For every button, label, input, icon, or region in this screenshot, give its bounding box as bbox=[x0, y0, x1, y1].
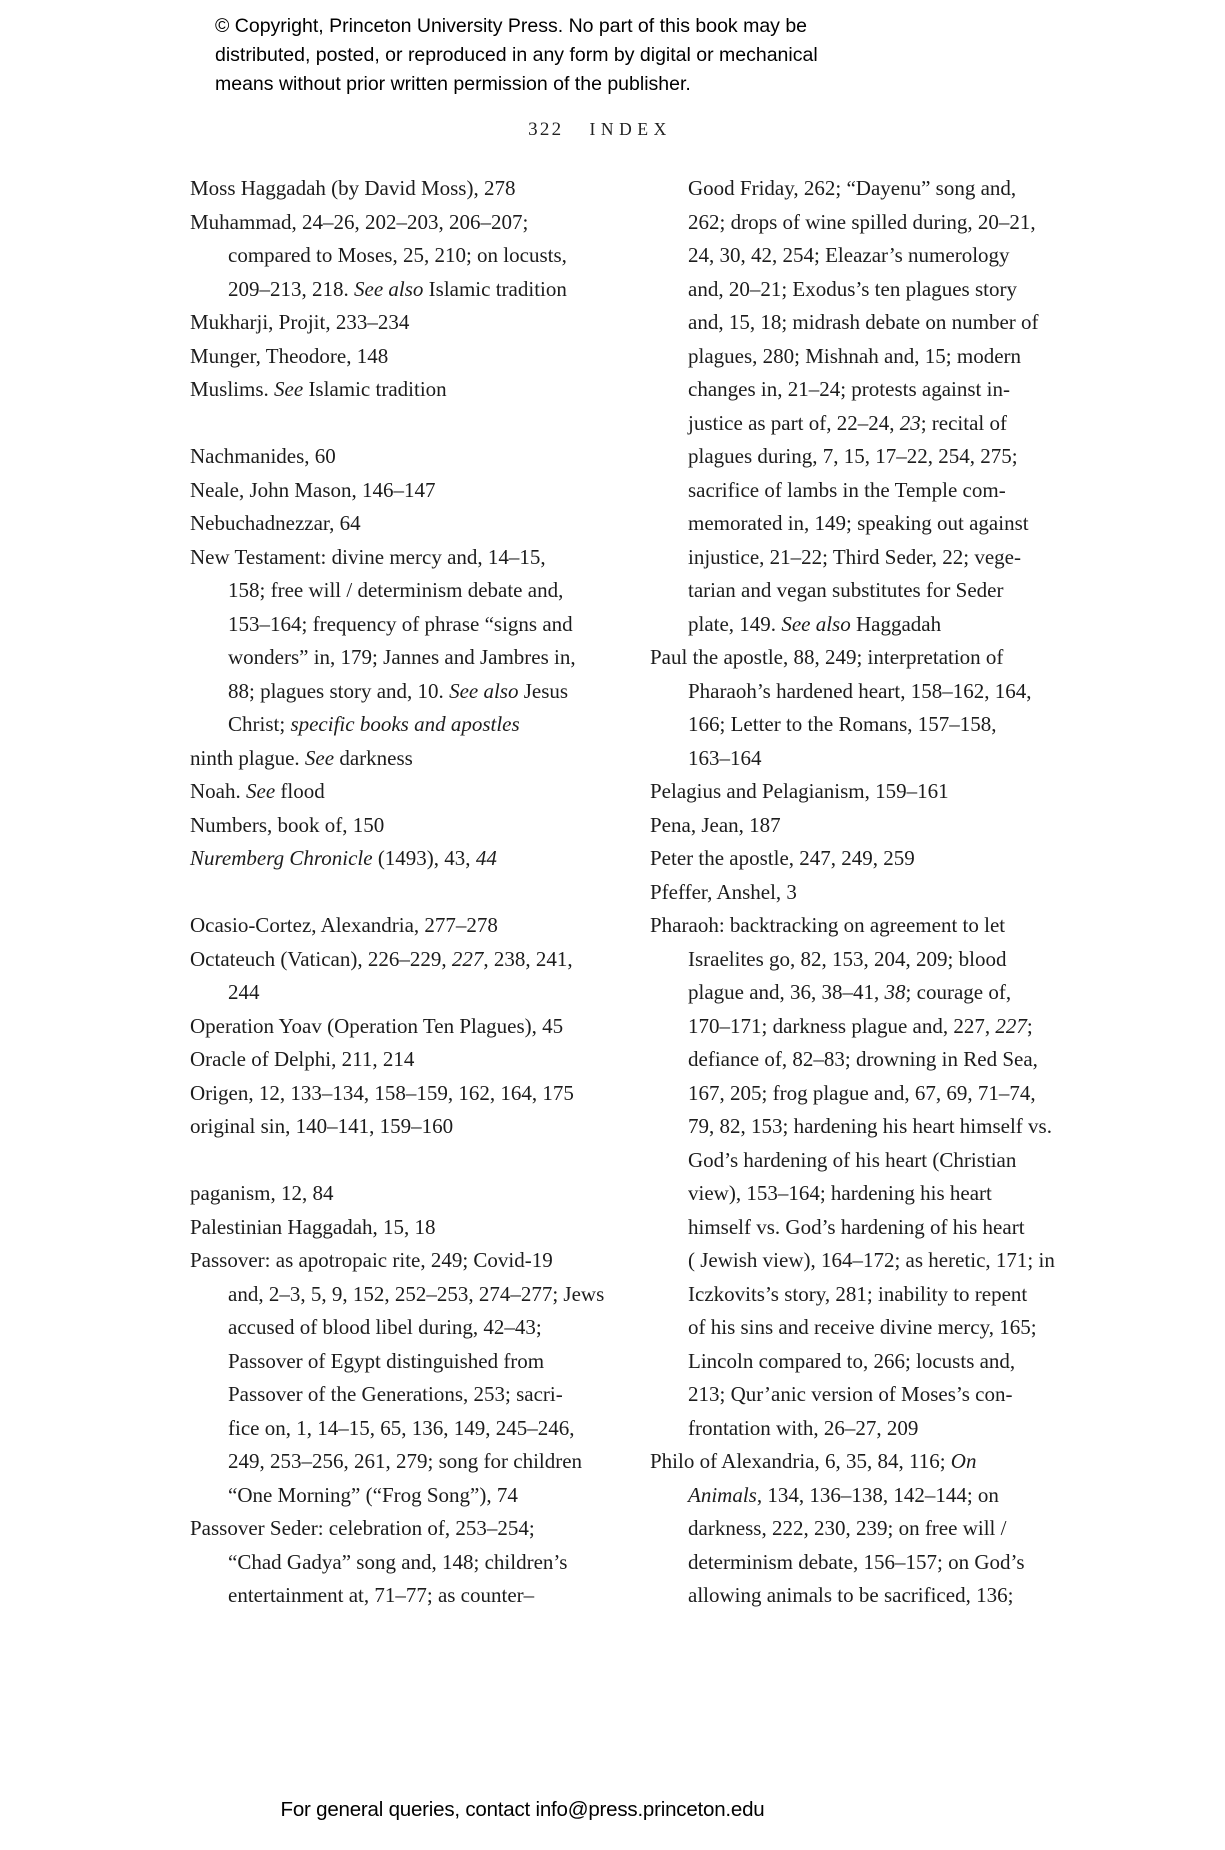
index-line-segment: changes in, 21–24; protests against in- bbox=[688, 377, 1010, 401]
index-line-segment: plague and, 36, 38–41, bbox=[688, 980, 885, 1004]
index-line-segment: ; recital of bbox=[920, 410, 1007, 435]
index-line-segment: ; bbox=[1026, 1013, 1033, 1038]
index-line-segment: Palestinian Haggadah, 15, 18 bbox=[190, 1214, 436, 1239]
index-line bbox=[190, 507, 590, 541]
index-line-segment: Iczkovits’s story, 281; inability to repent bbox=[688, 1281, 1028, 1306]
index-line-segment: 249, 253–256, 261, 279; song for children bbox=[228, 1449, 583, 1473]
index-line bbox=[190, 206, 590, 240]
index-line bbox=[190, 373, 590, 407]
index-line-segment: determinism debate, 156–157; on God’s bbox=[688, 1549, 1025, 1574]
index-line-segment: Operation Yoav (Operation Ten Plagues), 45 bbox=[190, 1013, 564, 1038]
index-line-segment: 170–171; darkness plague and, 227, bbox=[688, 1013, 996, 1038]
index-line bbox=[650, 1010, 1070, 1044]
index-line bbox=[190, 1110, 590, 1144]
index-line-segment: plagues during, 7, 15, 17–22, 254, 275; bbox=[688, 444, 1018, 468]
index-line-segment: original sin, 140–141, 159–160 bbox=[190, 1114, 454, 1138]
index-line bbox=[650, 474, 1070, 508]
index-line bbox=[190, 440, 590, 474]
index-line bbox=[190, 1546, 590, 1580]
index-line-segment: 167, 205; frog plague and, 67, 69, 71–74, bbox=[688, 1080, 1036, 1105]
index-line bbox=[650, 809, 1070, 843]
index-line bbox=[650, 1345, 1070, 1379]
index-line bbox=[650, 608, 1070, 642]
index-line-segment: Nebuchadnezzar, 64 bbox=[190, 511, 361, 535]
index-line bbox=[190, 1043, 590, 1077]
index-line-segment-italic: 227 bbox=[995, 1013, 1027, 1038]
index-line bbox=[650, 1278, 1070, 1312]
index-line-segment: Oracle of Delphi, 211, 214 bbox=[190, 1047, 415, 1071]
index-line-segment: “One Morning” (“Frog Song”), 74 bbox=[228, 1482, 518, 1507]
index-line-segment-italic: See also bbox=[449, 678, 519, 703]
copyright-line: distributed, posted, or reproduced in any form by digital or mechanical bbox=[215, 44, 818, 66]
index-line-segment-italic: 38 bbox=[884, 980, 906, 1004]
index-line-segment: wonders” in, 179; Jannes and Jambres in, bbox=[228, 645, 576, 669]
index-line-segment: Passover Seder: celebration of, 253–254; bbox=[190, 1516, 535, 1540]
index-line-segment: and, 2–3, 5, 9, 152, 252–253, 274–277; Jews bbox=[228, 1281, 605, 1306]
index-line-segment: Pelagius and Pelagianism, 159–161 bbox=[650, 779, 949, 803]
index-line-segment: 209–213, 218. bbox=[228, 276, 354, 301]
index-line bbox=[190, 1311, 590, 1345]
index-line-segment-italic: 23 bbox=[899, 410, 921, 435]
index-line bbox=[650, 876, 1070, 910]
index-line bbox=[650, 976, 1070, 1010]
index-line-segment: of his sins and receive divine mercy, 165; bbox=[688, 1315, 1037, 1339]
index-line-segment-italic: 227 bbox=[451, 946, 484, 971]
index-line-segment: 262; drops of wine spilled during, 20–21, bbox=[688, 209, 1036, 234]
index-line-segment: , 134, 136–138, 142–144; on bbox=[756, 1482, 999, 1507]
index-line-segment: flood bbox=[275, 779, 325, 803]
index-line-segment: Lincoln compared to, 266; locusts and, bbox=[688, 1348, 1016, 1373]
index-line-segment: Muhammad, 24–26, 202–203, 206–207; bbox=[190, 209, 529, 234]
index-line-segment-italic: specific books and apostles bbox=[290, 712, 520, 736]
index-line bbox=[190, 1579, 590, 1613]
index-line bbox=[650, 708, 1070, 742]
index-line-segment: Numbers, book of, 150 bbox=[190, 812, 385, 837]
index-line-segment: Ocasio-Cortez, Alexandria, 277–278 bbox=[190, 913, 498, 937]
index-line bbox=[190, 1378, 590, 1412]
copyright-notice bbox=[215, 12, 895, 99]
index-line bbox=[650, 1445, 1070, 1479]
index-line-segment: 213; Qur’anic version of Moses’s con- bbox=[688, 1382, 1013, 1406]
index-line-segment-italic: Nuremberg Chronicle bbox=[190, 846, 373, 870]
index-line-segment: 158; free will / determinism debate and, bbox=[228, 578, 564, 602]
index-line-segment-italic: See also bbox=[354, 276, 424, 301]
index-line bbox=[650, 1546, 1070, 1580]
index-line bbox=[650, 842, 1070, 876]
index-line bbox=[650, 675, 1070, 709]
index-line-segment: God’s hardening of his heart (Christian bbox=[688, 1147, 1017, 1172]
index-line-segment: Pfeffer, Anshel, 3 bbox=[650, 879, 797, 904]
index-line bbox=[650, 373, 1070, 407]
index-line bbox=[190, 239, 590, 273]
index-line bbox=[650, 507, 1070, 541]
index-line-segment: darkness, 222, 230, 239; on free will / bbox=[688, 1516, 1007, 1540]
index-line-segment: and, 15, 18; midrash debate on number of bbox=[688, 310, 1039, 334]
index-line bbox=[190, 1077, 590, 1111]
index-line bbox=[190, 641, 590, 675]
index-line-segment: accused of blood libel during, 42–43; bbox=[228, 1315, 542, 1339]
index-line bbox=[190, 943, 590, 977]
index-line-segment: plagues, 280; Mishnah and, 15; modern bbox=[688, 343, 1022, 368]
index-line-segment: defiance of, 82–83; drowning in Red Sea, bbox=[688, 1047, 1038, 1071]
index-line-segment: ninth plague. bbox=[190, 745, 305, 770]
index-line bbox=[650, 306, 1070, 340]
running-head bbox=[0, 119, 1200, 141]
index-line-segment: tarian and vegan substitutes for Seder bbox=[688, 578, 1004, 602]
index-line bbox=[650, 1479, 1070, 1513]
index-line bbox=[190, 1479, 590, 1513]
index-line-segment-italic: See also bbox=[781, 611, 851, 636]
index-line bbox=[650, 440, 1070, 474]
index-line-segment: Passover: as apotropaic rite, 249; Covid-19 bbox=[190, 1248, 553, 1272]
index-line-segment: and, 20–21; Exodus’s ten plagues story bbox=[688, 276, 1017, 301]
page-footer: For general queries, contact info@press.princeton.edu bbox=[280, 1798, 765, 1821]
index-line bbox=[650, 1579, 1070, 1613]
index-line bbox=[190, 1445, 590, 1479]
index-line-segment-italic: 44 bbox=[475, 846, 497, 870]
index-line bbox=[650, 1110, 1070, 1144]
index-line bbox=[190, 842, 590, 876]
index-line bbox=[190, 909, 590, 943]
index-line bbox=[190, 1211, 590, 1245]
index-line-segment: Nachmanides, 60 bbox=[190, 444, 336, 468]
index-line-segment: Islamic tradition bbox=[423, 276, 567, 301]
index-line-segment: compared to Moses, 25, 210; on locusts, bbox=[228, 243, 567, 267]
index-line bbox=[650, 1144, 1070, 1178]
index-line-segment: Haggadah bbox=[850, 611, 942, 636]
index-line bbox=[190, 608, 590, 642]
index-line bbox=[650, 541, 1070, 575]
index-line-segment: Mukharji, Projit, 233–234 bbox=[190, 310, 410, 334]
index-line-segment: allowing animals to be sacrificed, 136; bbox=[688, 1583, 1014, 1607]
index-line-segment: view), 153–164; hardening his heart bbox=[688, 1181, 992, 1205]
index-line-segment: plate, 149. bbox=[688, 611, 782, 636]
index-line-segment: entertainment at, 71–77; as counter– bbox=[228, 1583, 535, 1607]
index-line bbox=[190, 1512, 590, 1546]
index-line-segment: 79, 82, 153; hardening his heart himself vs. bbox=[688, 1114, 1052, 1138]
index-line-segment: frontation with, 26–27, 209 bbox=[688, 1415, 919, 1440]
index-line bbox=[190, 306, 590, 340]
index-line bbox=[190, 340, 590, 374]
index-line-segment: 166; Letter to the Romans, 157–158, bbox=[688, 712, 997, 736]
index-line-segment: Good Friday, 262; “Dayenu” song and, bbox=[688, 176, 1017, 200]
index-line bbox=[190, 1345, 590, 1379]
index-line-segment: justice as part of, 22–24, bbox=[688, 410, 900, 435]
index-line bbox=[650, 1043, 1070, 1077]
index-line bbox=[190, 775, 590, 809]
index-line-segment: Pharaoh: backtracking on agreement to let bbox=[650, 913, 1006, 937]
index-line bbox=[190, 708, 590, 742]
index-line-segment-italic: See bbox=[246, 779, 276, 803]
index-line-segment: Pharaoh’s hardened heart, 158–162, 164, bbox=[688, 678, 1032, 703]
index-line bbox=[190, 273, 590, 307]
index-line-segment: Origen, 12, 133–134, 158–159, 162, 164, 175 bbox=[190, 1080, 574, 1105]
index-line bbox=[190, 1412, 590, 1446]
index-line bbox=[190, 1010, 590, 1044]
index-line-segment: injustice, 21–22; Third Seder, 22; vege- bbox=[688, 544, 1021, 569]
index-line bbox=[650, 172, 1070, 206]
index-line bbox=[190, 1177, 590, 1211]
index-line-segment: 153–164; frequency of phrase “signs and bbox=[228, 611, 573, 636]
index-column-right bbox=[650, 172, 1070, 1613]
index-line bbox=[650, 641, 1070, 675]
index-line-segment: Noah. bbox=[190, 779, 246, 803]
index-line-segment: ; courage of, bbox=[905, 980, 1012, 1004]
index-line bbox=[190, 474, 590, 508]
index-line bbox=[650, 1311, 1070, 1345]
index-line-segment: “Chad Gadya” song and, 148; children’s bbox=[228, 1549, 568, 1574]
index-line-segment: Moss Haggadah (by David Moss), 278 bbox=[190, 176, 516, 200]
index-line bbox=[650, 1177, 1070, 1211]
copyright-line: © Copyright, Princeton University Press. No part of this book may be bbox=[215, 15, 808, 37]
index-line bbox=[190, 976, 590, 1010]
index-column-left bbox=[190, 172, 605, 1613]
index-line bbox=[650, 775, 1070, 809]
index-line-segment: Passover of the Generations, 253; sacri- bbox=[228, 1382, 563, 1406]
index-line-segment: , 238, 241, bbox=[483, 946, 573, 971]
index-line-segment: Christ; bbox=[228, 712, 291, 736]
index-line-segment: (1493), 43, bbox=[372, 846, 476, 870]
index-line bbox=[190, 742, 590, 776]
index-title: INDEX bbox=[589, 119, 672, 139]
index-line bbox=[650, 206, 1070, 240]
index-line bbox=[190, 1278, 605, 1312]
index-line-segment: Munger, Theodore, 148 bbox=[190, 343, 389, 368]
index-line-segment: 163–164 bbox=[688, 745, 762, 770]
index-line bbox=[650, 407, 1070, 441]
index-line-segment: Paul the apostle, 88, 249; interpretation of bbox=[650, 645, 1004, 669]
index-line-segment-italic: See bbox=[304, 745, 335, 770]
index-line bbox=[650, 340, 1070, 374]
index-line-segment: 244 bbox=[228, 980, 260, 1004]
index-line-segment: darkness bbox=[334, 745, 413, 770]
index-line-segment: 24, 30, 42, 254; Eleazar’s numerology bbox=[688, 243, 1010, 267]
index-line bbox=[190, 541, 590, 575]
index-line bbox=[650, 1211, 1070, 1245]
index-line bbox=[650, 1378, 1070, 1412]
index-line bbox=[190, 675, 590, 709]
index-line bbox=[650, 943, 1070, 977]
index-line-segment: paganism, 12, 84 bbox=[190, 1181, 334, 1205]
index-line bbox=[650, 742, 1070, 776]
index-line-segment: Islamic tradition bbox=[303, 377, 447, 401]
index-line-segment: sacrifice of lambs in the Temple com- bbox=[688, 477, 1006, 502]
index-line-segment: Passover of Egypt distinguished from bbox=[228, 1348, 545, 1373]
copyright-line: means without prior written permission of the publisher. bbox=[215, 73, 691, 95]
page-number: 322 bbox=[528, 119, 564, 140]
index-line bbox=[650, 574, 1070, 608]
index-line-segment: Pena, Jean, 187 bbox=[650, 812, 781, 837]
index-line-segment: Israelites go, 82, 153, 204, 209; blood bbox=[688, 946, 1007, 971]
index-line-segment: Muslims. bbox=[190, 377, 275, 401]
index-line-segment: fice on, 1, 14–15, 65, 136, 149, 245–246, bbox=[228, 1415, 575, 1440]
index-line-segment-italic: Animals bbox=[688, 1482, 757, 1507]
index-line-segment-italic: See bbox=[274, 377, 304, 401]
index-line bbox=[650, 273, 1070, 307]
index-line bbox=[650, 1512, 1070, 1546]
index-line-segment: Peter the apostle, 247, 249, 259 bbox=[650, 846, 915, 870]
index-line bbox=[650, 239, 1070, 273]
index-line bbox=[650, 1412, 1070, 1446]
index-line bbox=[650, 1077, 1070, 1111]
index-line-segment: New Testament: divine mercy and, 14–15, bbox=[190, 544, 546, 569]
index-line-segment: ( Jewish view), 164–172; as heretic, 171; in bbox=[688, 1248, 1055, 1272]
index-line-segment: Jesus bbox=[518, 678, 569, 703]
index-line-segment-italic: On bbox=[950, 1449, 977, 1473]
index-line bbox=[190, 574, 590, 608]
index-line-segment: Neale, John Mason, 146–147 bbox=[190, 477, 436, 502]
index-line-segment: Octateuch (Vatican), 226–229, bbox=[190, 946, 452, 971]
index-line bbox=[190, 1244, 590, 1278]
index-line bbox=[190, 172, 590, 206]
index-line bbox=[650, 1244, 1070, 1278]
index-line-segment: himself vs. God’s hardening of his heart bbox=[688, 1214, 1025, 1239]
index-line-segment: 88; plagues story and, 10. bbox=[228, 678, 450, 703]
index-line bbox=[650, 909, 1070, 943]
index-line bbox=[190, 809, 590, 843]
index-line-segment: Philo of Alexandria, 6, 35, 84, 116; bbox=[650, 1449, 951, 1473]
index-line-segment: memorated in, 149; speaking out against bbox=[688, 511, 1029, 535]
